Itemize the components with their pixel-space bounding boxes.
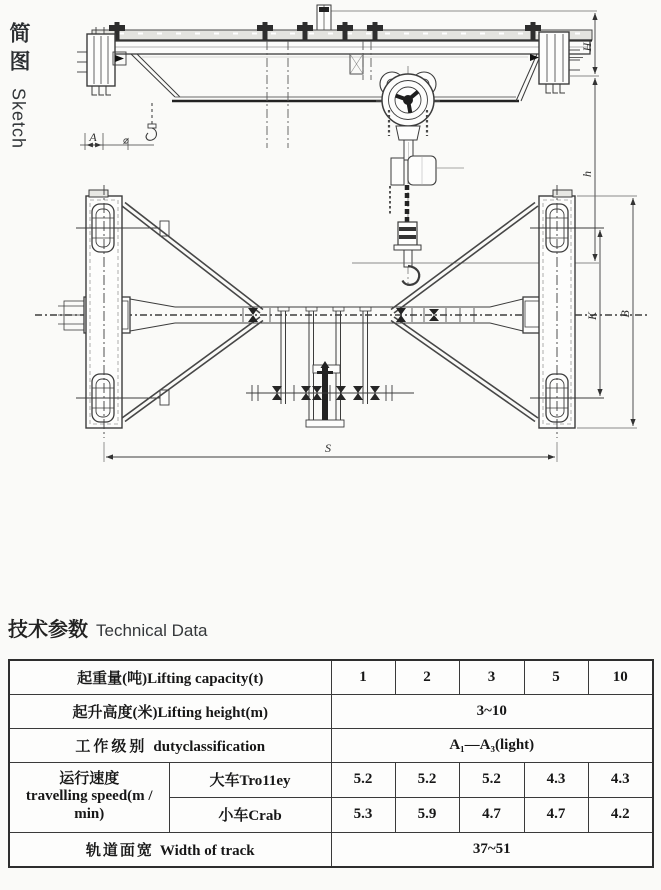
dim-label-S: S: [325, 441, 331, 455]
sketch-title-zh: 简图: [7, 22, 30, 78]
crab-plan: [246, 307, 414, 427]
height-value-cell: 3~10: [331, 694, 653, 728]
crab-value-cell: 4.2: [588, 797, 653, 832]
crab-label-cell: 小车Crab: [169, 797, 331, 832]
dim-label-h: h: [580, 171, 594, 177]
pendant-chain: [146, 103, 156, 140]
track-label-zh: 轨道面宽: [85, 842, 154, 859]
dim-label-H: H: [580, 42, 594, 52]
row-lifting-capacity: [9, 660, 653, 694]
dim-label-K: K: [585, 311, 599, 321]
row-trolley-speed: [9, 762, 653, 797]
dimension-K: [585, 230, 600, 396]
trolley-value-cell: 5.2: [459, 762, 524, 797]
track-label-cell: [9, 832, 331, 867]
dim-label-A: A: [89, 130, 97, 144]
speed-group-label-cell: [9, 762, 169, 832]
dim-label-B: B: [618, 310, 632, 318]
technical-data-table: [8, 659, 654, 868]
capacity-value-cell: 5: [524, 660, 588, 694]
plan-view: [35, 185, 648, 462]
trolley-label-cell: 大车Tro11ey: [169, 762, 331, 797]
capacity-value-cell: 3: [459, 660, 524, 694]
sketch-title-en: Sketch: [8, 88, 29, 150]
hook-block: [394, 222, 421, 285]
trolley-value-cell: 4.3: [524, 762, 588, 797]
chain-hoist: [376, 66, 464, 286]
runway-rail: [92, 30, 592, 41]
crab-value-cell: 4.7: [459, 797, 524, 832]
capacity-value-cell: 1: [331, 660, 395, 694]
crab-value-cell: 5.9: [395, 797, 459, 832]
speed-label-zh: 运行速度: [59, 771, 120, 788]
row-lifting-height: [9, 694, 653, 728]
capacity-value-cell: 10: [588, 660, 653, 694]
track-value-cell: 37~51: [331, 832, 653, 867]
elevation-view: [77, 5, 599, 286]
track-label-en: Width of track: [159, 842, 255, 859]
capacity-value-cell: 2: [395, 660, 459, 694]
duty-label-cell: [9, 728, 331, 762]
trolley-value-cell: 4.3: [588, 762, 653, 797]
trolley-value-cell: 5.2: [395, 762, 459, 797]
technical-title-zh: 技术参数: [8, 619, 88, 641]
dimension-S: [104, 441, 557, 462]
dimension-A: [80, 130, 154, 150]
duty-value-cell: A₁—A₃(light): [331, 728, 653, 762]
row-duty-classification: [9, 728, 653, 762]
technical-title-en: Technical Data: [96, 621, 208, 640]
capacity-label-cell: 起重量(吨)Lifting capacity(t): [9, 660, 331, 694]
height-label-cell: 起升高度(米)Lifting height(m): [9, 694, 331, 728]
duty-label-en: dutyclassification: [153, 738, 266, 755]
row-track-width: [9, 832, 653, 867]
main-girder-elevation: [100, 41, 590, 101]
trolley-value-cell: 5.2: [331, 762, 395, 797]
speed-label-en: travelling speed(m / min): [25, 788, 153, 822]
crab-value-cell: 4.7: [524, 797, 588, 832]
duty-label-zh: 工作级别: [75, 738, 148, 755]
right-end-carriage-plan: [530, 185, 604, 438]
technical-data-title: [8, 613, 208, 642]
crab-value-cell: 5.3: [331, 797, 395, 832]
